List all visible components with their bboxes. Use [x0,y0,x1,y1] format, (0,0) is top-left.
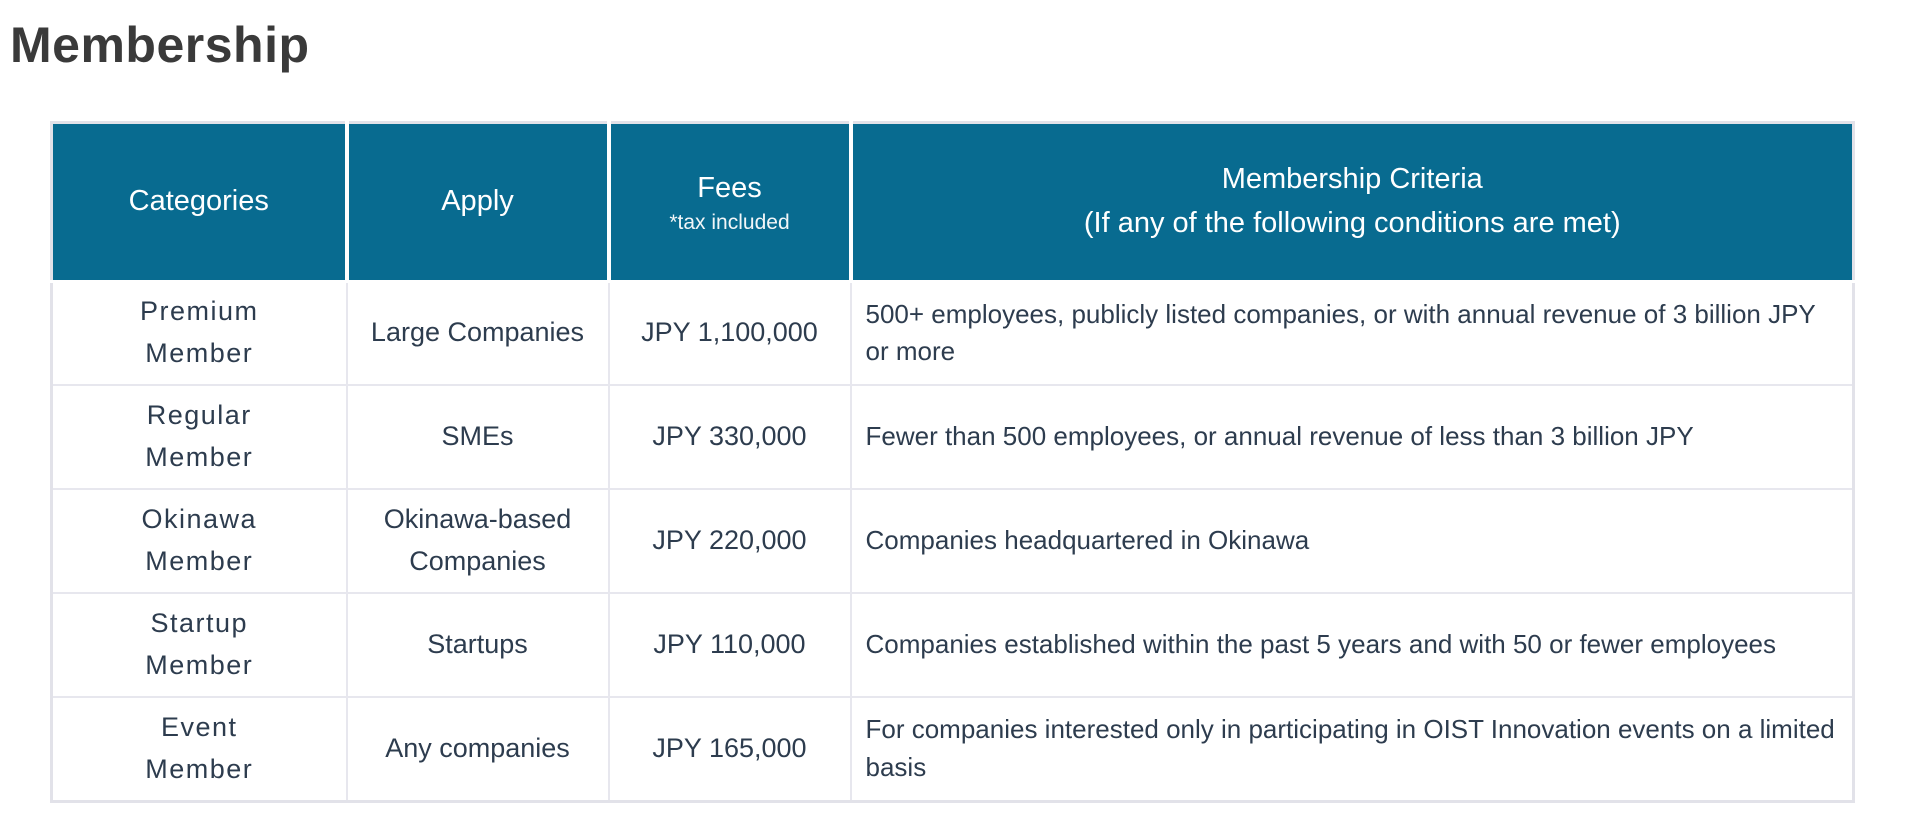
col-header-categories-label: Categories [128,184,269,217]
membership-table [50,121,1855,803]
criteria-text: For companies interested only in participating in OIST Innovation events on a limited basis [865,714,1835,782]
apply-label: SMEs [441,421,514,452]
fee-value: JPY 220,000 [652,525,807,556]
col-header-criteria-condition-note: (If any of the following conditions are met) [1083,206,1621,239]
fee-cell [609,697,851,801]
col-header-apply-label: Apply [441,184,514,217]
fee-value: JPY 165,000 [652,732,807,763]
fee-value: JPY 110,000 [653,629,806,660]
fee-value: JPY 1,100,000 [641,317,818,348]
apply-label: Any companies [385,732,570,763]
membership-row [52,385,1854,489]
apply-label: Startups [427,629,528,660]
criteria-text: Fewer than 500 employees, or annual revenue of less than 3 billion JPY [865,421,1694,452]
membership-row [52,593,1854,697]
membership-row [52,281,1854,385]
category-label: Event Member [145,711,254,784]
category-cell [52,489,347,593]
col-header-fees-label: Fees [697,171,762,204]
category-cell [52,697,347,801]
col-header-fees [609,122,851,281]
apply-label: Large Companies [370,317,585,348]
criteria-cell [851,385,1854,489]
criteria-cell [851,489,1854,593]
apply-cell [347,697,609,801]
fee-value: JPY 330,000 [652,421,807,452]
col-header-categories [52,122,347,281]
fee-cell [609,385,851,489]
apply-label: Okinawa-based Companies [383,504,572,576]
category-cell [52,385,347,489]
apply-cell [347,489,609,593]
criteria-cell [851,281,1854,385]
criteria-text: Companies headquartered in Okinawa [865,525,1310,556]
criteria-cell [851,593,1854,697]
col-header-criteria [851,122,1854,281]
category-cell [52,593,347,697]
criteria-text: Companies established within the past 5 years and with 50 or fewer employees [865,629,1776,660]
apply-cell [347,593,609,697]
membership-row [52,489,1854,593]
membership-row [52,697,1854,801]
membership-table-body [52,281,1854,801]
category-label: Regular Member [145,400,254,472]
header-row [52,122,1854,281]
category-label: Okinawa Member [141,504,258,576]
fee-cell [609,489,851,593]
col-header-criteria-label: Membership Criteria [1221,163,1483,195]
page-title: Membership [10,17,310,73]
category-cell [52,281,347,385]
apply-cell [347,281,609,385]
category-label: Premium Member [139,296,259,369]
category-label: Startup Member [145,608,254,680]
col-header-apply [347,122,609,281]
col-header-fees-tax-note: *tax included [669,211,790,235]
fee-cell [609,593,851,697]
criteria-text: 500+ employees, publicly listed companies, or with annual revenue of 3 billion JPY or more [865,298,1816,367]
membership-table-header [52,122,1854,281]
apply-cell [347,385,609,489]
criteria-cell [851,697,1854,801]
fee-cell [609,281,851,385]
